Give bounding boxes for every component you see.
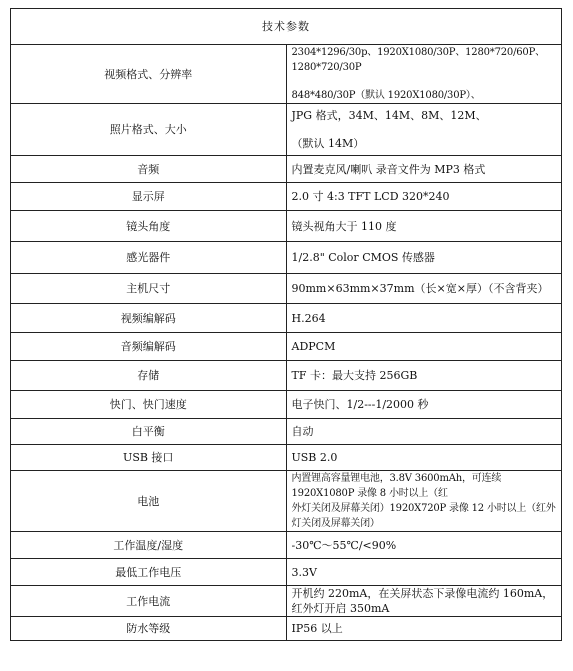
row-label: 视频格式、分辨率	[11, 45, 287, 104]
row-value: -30℃～55℃/<90%	[286, 532, 562, 559]
row-label: 白平衡	[11, 419, 287, 445]
row-label: 音频	[11, 156, 287, 183]
row-value: 3.3V	[286, 559, 562, 586]
table-row	[11, 419, 562, 445]
row-value-line: 848*480/30P（默认 1920X1080/30P）、	[291, 90, 481, 101]
row-value: IP56 以上	[286, 617, 562, 641]
table-row	[11, 274, 562, 304]
row-value	[286, 104, 562, 156]
row-value: 2.0 寸 4:3 TFT LCD 320*240	[286, 183, 562, 211]
table-row	[11, 242, 562, 274]
row-label: 音频编解码	[11, 333, 287, 361]
row-value-line: JPG 格式，34M、14M、8M、12M、	[291, 109, 487, 122]
row-value: 90mm×63mm×37mm（长×宽×厚）（不含背夹）	[286, 274, 562, 304]
table-row	[11, 333, 562, 361]
row-value	[286, 45, 562, 104]
row-value: 电子快门、1/2---1/2000 秒	[286, 391, 562, 419]
row-label: 工作电流	[11, 586, 287, 617]
table-row	[11, 361, 562, 391]
row-label: 感光器件	[11, 242, 287, 274]
row-label: USB 接口	[11, 445, 287, 471]
row-value: 1/2.8" Color CMOS 传感器	[286, 242, 562, 274]
row-label: 主机尺寸	[11, 274, 287, 304]
spec-table	[10, 8, 562, 641]
table-row	[11, 391, 562, 419]
row-label: 照片格式、大小	[11, 104, 287, 156]
row-value: 开机约 220mA，在关屏状态下录像电流约 160mA，红外灯开启 350mA	[286, 586, 562, 617]
row-label: 显示屏	[11, 183, 287, 211]
table-row	[11, 532, 562, 559]
table-row	[11, 304, 562, 333]
row-value: 镜头视角大于 110 度	[286, 211, 562, 242]
table-title: 技术参数	[11, 9, 562, 45]
table-header-row	[11, 9, 562, 45]
row-label: 防水等级	[11, 617, 287, 641]
table-row	[11, 183, 562, 211]
row-label: 视频编解码	[11, 304, 287, 333]
row-label: 镜头角度	[11, 211, 287, 242]
row-value: H.264	[286, 304, 562, 333]
row-label: 工作温度/湿度	[11, 532, 287, 559]
row-value-line: 2304*1296/30p、1920X1080/30P、1280*720/60P、1280*720/30P	[291, 47, 545, 73]
row-value-line: 外灯关闭及屏幕关闭）1920X720P 录像 12 小时以上（红外灯关闭及屏幕关闭）	[291, 503, 556, 529]
table-row	[11, 211, 562, 242]
table-row	[11, 471, 562, 532]
row-value: ADPCM	[286, 333, 562, 361]
row-value: 自动	[286, 419, 562, 445]
table-row	[11, 156, 562, 183]
row-label: 存储	[11, 361, 287, 391]
table-row	[11, 104, 562, 156]
row-value-line: （默认 14M）	[291, 137, 365, 150]
row-value: TF 卡：最大支持 256GB	[286, 361, 562, 391]
row-value: 内置麦克风/喇叭 录音文件为 MP3 格式	[286, 156, 562, 183]
row-label: 快门、快门速度	[11, 391, 287, 419]
table-row	[11, 586, 562, 617]
table-row	[11, 559, 562, 586]
table-row	[11, 617, 562, 641]
row-value-line: 内置锂高容量锂电池，3.8V 3600mAh，可连续 1920X1080P 录像 8 小时以上（红	[291, 473, 502, 499]
table-row	[11, 445, 562, 471]
row-label: 电池	[11, 471, 287, 532]
table-row	[11, 45, 562, 104]
row-value: USB 2.0	[286, 445, 562, 471]
row-label: 最低工作电压	[11, 559, 287, 586]
row-value	[286, 471, 562, 532]
